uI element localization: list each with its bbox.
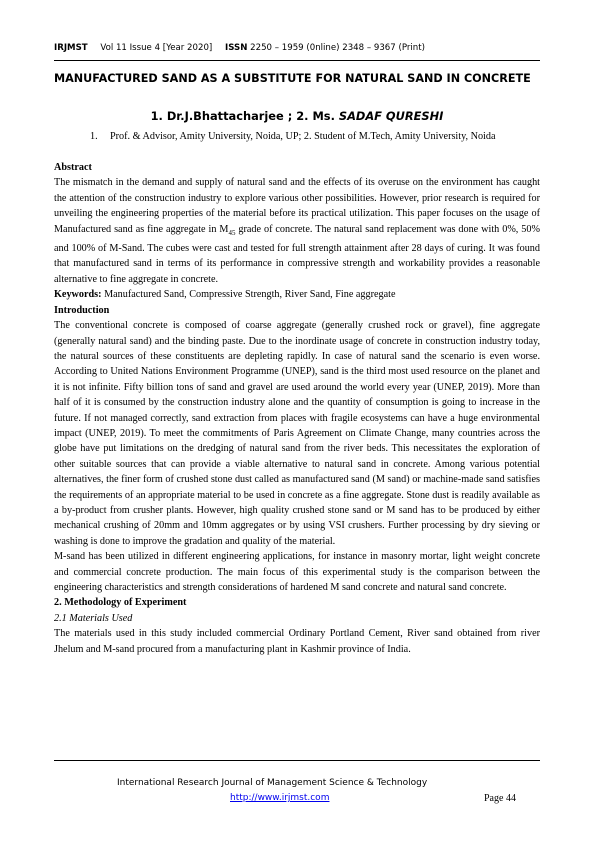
journal-abbreviation: IRJMST	[54, 43, 88, 53]
header-divider	[54, 60, 540, 61]
methodology-heading: 2. Methodology of Experiment	[54, 597, 187, 609]
keywords-line	[54, 287, 540, 302]
footer-divider	[54, 760, 540, 761]
author-line	[54, 109, 540, 123]
abstract-text-a: The mismatch in the demand and supply of natural sand and the effects of its overuse on the environment has caught the attention of the construction industry to explore various other possibilities. However, prior research is required for unveiling the engineering properties of the material before its practical utilization. This paper focuses on the usage of Manufactured sand as fine aggregate in M	[54, 177, 540, 235]
keywords-label: Keywords:	[54, 289, 102, 301]
grade-subscript: 45	[228, 228, 236, 237]
materials-subheading: 2.1 Materials Used	[54, 612, 133, 624]
footer-journal-name: International Research Journal of Management Science & Technology	[117, 778, 428, 788]
volume-info: Vol 11 Issue 4 [Year 2020]	[100, 43, 213, 53]
abstract-text-b: grade of concrete. The natural sand replacement was done with 0%, 50% and 100% of M-Sand. The cubes were cast and tested for full strength attainment after 28 days of curing. It was found that manufactured sand in terms of its performance in compressive strength and workability provides a reasonable alternative to fine aggregate in concrete.	[54, 223, 540, 285]
issn-label: ISSN	[225, 43, 248, 53]
journal-url-link[interactable]: http://www.irjmst.com	[230, 793, 330, 803]
introduction-heading: Introduction	[54, 304, 110, 316]
authors-first: 1. Dr.J.Bhattacharjee ; 2. Ms.	[150, 109, 335, 123]
paper-body	[54, 160, 540, 657]
introduction-paragraph-1: The conventional concrete is composed of coarse aggregate (generally crushed rock or gravel), fine aggregate (generally natural sand) and the binding paste. Due to the inordinate usage of concrete in construction industry today, the natural sources of these constituents are depleting rapidly. In case of natural sand the scenario is even worse. According to United Nations Environment Programme (UNEP), sand is the third most used resource on the planet and it is not infinite. Fifty billion tons of sand and gravel are used around the world every year (UNEP, 2019). More than half of it is consumed by the construction industry alone and the quantity of consumption is going to increase in the future. If not managed correctly, sand extraction from places with fragile ecosystems can have a huge environmental impact (UNEP, 2019). To meet the commitments of Paris Agreement on Climate Change, many countries across the globe have put limitations on the dredging of natural sand from the river beds. This necessitates the exploration of other suitable sources that can provide a viable alternative to natural sand in concrete. Among various potential alternatives, the finer form of crushed stone dust called as manufactured sand (M sand) or machine-made sand satisfies the requirements of an appropriate material to be used in concrete as a fine aggregate. Stone dust is readily available as a by-product from crusher plants. However, high quality crushed stone sand or M sand has to be produced by either mechanical crushing of 20mm and 10mm aggregates or by using VSI crushers. Further processing by dry sieving or washing is done to improve the gradation and quality of the material.	[54, 320, 540, 547]
abstract-paragraph	[54, 175, 540, 287]
page-number: Page 44	[484, 793, 516, 804]
introduction-paragraph-2: M-sand has been utilized in different engineering applications, for instance in masonry mortar, light weight concrete and commercial concrete production. The main focus of this experimental study is the comparison between the engineering characteristics and strength considerations of hardened M sand concrete and natural sand concrete.	[54, 551, 540, 593]
issn-value: 2250 – 1959 (0nline) 2348 – 9367 (Print)	[250, 43, 425, 53]
keywords-text: Manufactured Sand, Compressive Strength, River Sand, Fine aggregate	[101, 289, 396, 301]
running-header	[54, 43, 435, 53]
authors-second: SADAF QURESHI	[338, 109, 444, 123]
affiliation-text: Prof. & Advisor, Amity University, Noida, UP; 2. Student of M.Tech, Amity University, Noida	[110, 131, 496, 142]
paper-title: MANUFACTURED SAND AS A SUBSTITUTE FOR NATURAL SAND IN CONCRETE	[54, 72, 531, 85]
affiliation	[90, 129, 538, 144]
materials-paragraph: The materials used in this study included commercial Ordinary Portland Cement, River sand obtained from river Jhelum and M-sand procured from a manufacturing plant in Kashmir province of India.	[54, 628, 540, 655]
abstract-heading: Abstract	[54, 162, 92, 173]
affiliation-number: 1.	[90, 131, 98, 142]
